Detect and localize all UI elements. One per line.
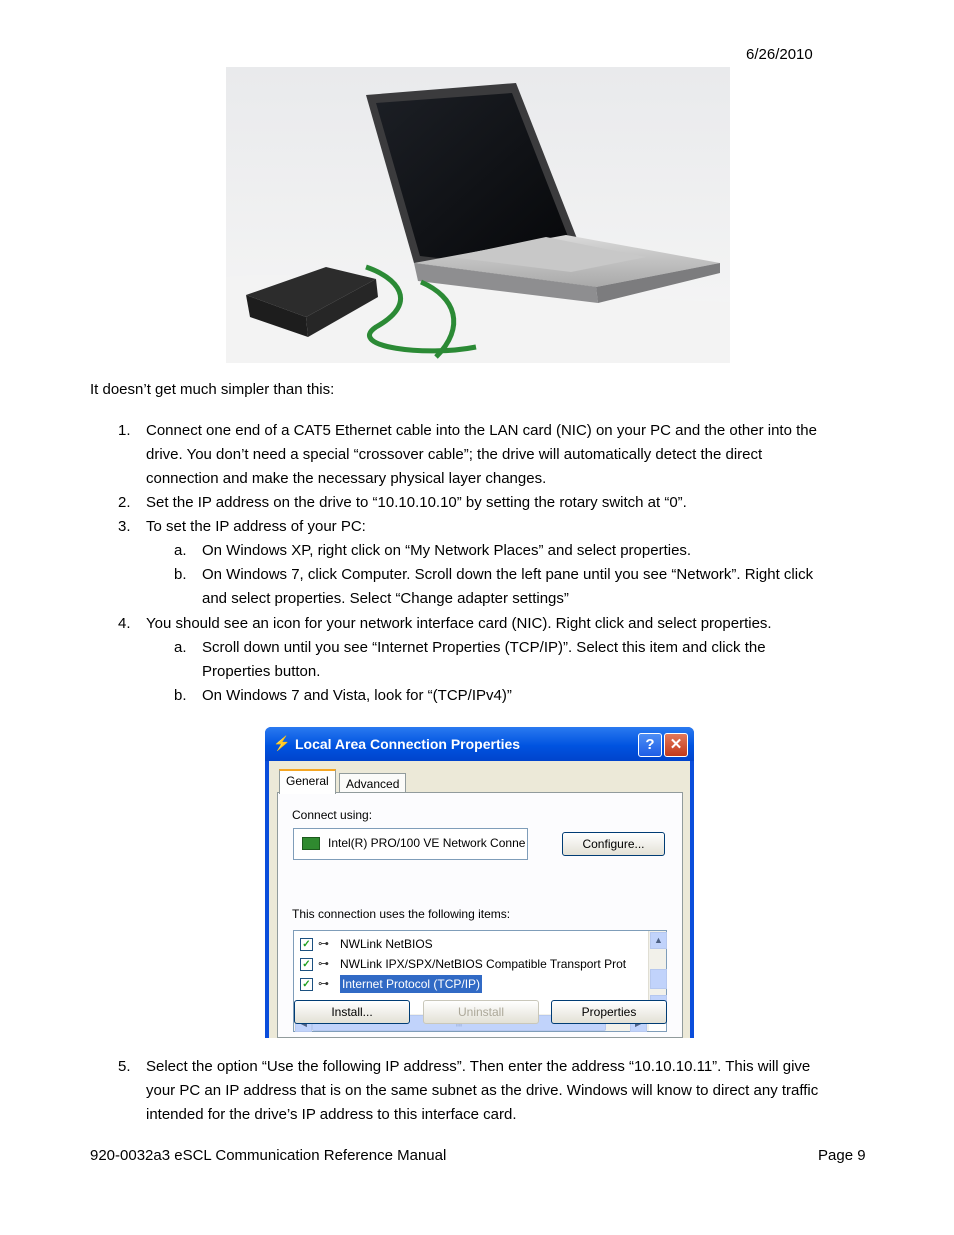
checkbox[interactable]: ✓ [300,958,313,971]
intro-text: It doesn’t get much simpler than this: [90,381,335,398]
install-button[interactable]: Install... [294,1000,410,1024]
step-2-line-1: Set the IP address on the drive to “10.10.10.10” by setting the rotary switch at “0”. [146,494,687,511]
configure-button[interactable]: Configure... [562,832,665,856]
step-4a-number: a. [174,639,187,656]
step-4b-number: b. [174,687,187,704]
tab-advanced[interactable]: Advanced [339,773,406,794]
connect-using-label: Connect using: [292,808,373,822]
step-3b-line-1: On Windows 7, click Computer. Scroll down the left pane until you see “Network”. Right click [202,566,814,583]
step-1-line-1: Connect one end of a CAT5 Ethernet cable into the LAN card (NIC) on your PC and the other into the [146,422,817,439]
step-4b-line-1: On Windows 7 and Vista, look for “(TCP/IPv4)” [202,687,512,704]
tab-general[interactable]: General [279,769,336,794]
step-5-line-1: Select the option “Use the following IP address”. Then enter the address “10.10.10.11”. This will give [146,1058,811,1075]
footer-page-number: Page 9 [818,1147,866,1164]
dialog-title: Local Area Connection Properties [295,736,521,752]
step-5-line-3: intended for the drive’s IP address to this interface card. [146,1106,517,1123]
step-3a-number: a. [174,542,187,559]
properties-button[interactable]: Properties [551,1000,667,1024]
step-5-number: 5. [118,1058,131,1075]
dialog-body [269,761,690,1038]
help-button[interactable]: ? [638,733,662,757]
step-4-line-1: You should see an icon for your network interface card (NIC). Right click and select properties. [146,615,772,632]
item-label-selected: Internet Protocol (TCP/IP) [342,977,481,991]
items-label: This connection uses the following items: [292,907,511,921]
step-2-number: 2. [118,494,131,511]
item-label: NWLink IPX/SPX/NetBIOS Compatible Transport Prot [340,957,627,971]
step-1-line-3: connection and make the necessary physical layer changes. [146,470,547,487]
close-button[interactable]: ✕ [664,733,688,757]
dialog-title-bar [265,727,694,761]
step-3-number: 3. [118,518,131,535]
protocol-icon: ⊶ [318,938,329,950]
document-date: 6/26/2010 [746,46,813,63]
laptop-drive-photo [226,67,730,363]
network-card-icon [302,837,320,850]
footer-manual-title: 920-0032a3 eSCL Communication Reference Manual [90,1147,447,1164]
step-4a-line-2: Properties button. [202,663,321,680]
protocol-icon: ⊶ [318,978,329,990]
step-1-number: 1. [118,422,131,439]
step-5-line-2: your PC an IP address that is on the same subnet as the drive. Windows will know to direct any traffic [146,1082,819,1099]
step-3b-line-2: and select properties. Select “Change adapter settings” [202,590,569,607]
local-area-connection-dialog [265,727,694,1038]
step-3a-line-1: On Windows XP, right click on “My Network Places” and select properties. [202,542,692,559]
protocol-icon: ⊶ [318,958,329,970]
photo-illustration [226,67,730,363]
step-1-line-2: drive. You don’t need a special “crossover cable”; the drive will automatically detect the direct [146,446,763,463]
step-3b-number: b. [174,566,187,583]
step-4a-line-1: Scroll down until you see “Internet Properties (TCP/IP)”. Select this item and click the [202,639,766,656]
step-4-number: 4. [118,615,131,632]
checkbox[interactable]: ✓ [300,978,313,991]
adapter-name: Intel(R) PRO/100 VE Network Conne [328,836,526,850]
scroll-up-icon[interactable]: ▲ [650,932,667,949]
scroll-thumb[interactable] [650,969,667,989]
network-connection-icon: ⚡ [273,735,291,751]
step-3-line-1: To set the IP address of your PC: [146,518,366,535]
checkbox[interactable]: ✓ [300,938,313,951]
adapter-field [293,828,528,860]
item-label: NWLink NetBIOS [340,937,433,951]
uninstall-button[interactable]: Uninstall [423,1000,539,1024]
